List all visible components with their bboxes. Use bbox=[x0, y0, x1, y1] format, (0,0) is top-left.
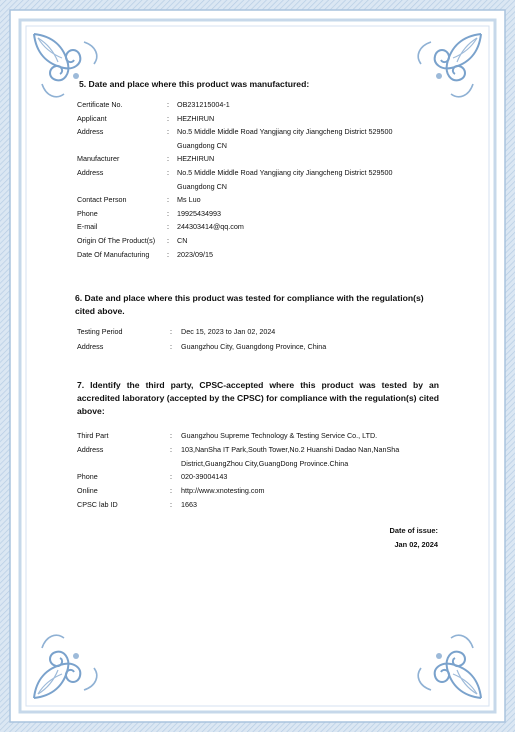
field-value: District,GuangZhou City,GuangDong Province.China bbox=[181, 458, 349, 468]
field-value: No.5 Middle Middle Road Yangjiang city Jiangcheng District 529500 bbox=[177, 168, 393, 177]
field-value: CN bbox=[177, 236, 188, 245]
field-label: Phone bbox=[77, 208, 98, 218]
field-colon: : bbox=[167, 100, 169, 109]
field-label: Certificate No. bbox=[77, 100, 123, 109]
field-label: Date Of Manufacturing bbox=[77, 249, 150, 259]
field-colon: : bbox=[170, 472, 172, 482]
field-value: 103,NanSha IT Park,South Tower,No.2 Huanshi Dadao Nan,NanSha bbox=[181, 444, 400, 454]
field-colon: : bbox=[167, 154, 169, 164]
field-value: Guangdong CN bbox=[177, 140, 227, 150]
field-value: OB231215004-1 bbox=[177, 100, 230, 109]
field-value: 2023/09/15 bbox=[177, 249, 213, 259]
field-value: 19925434993 bbox=[177, 208, 221, 218]
field-colon: : bbox=[170, 486, 172, 496]
field-label: Address bbox=[77, 444, 104, 454]
field-colon: : bbox=[167, 249, 169, 259]
field-label: Phone bbox=[77, 472, 98, 482]
field-label: CPSC lab ID bbox=[77, 500, 118, 509]
section-6-heading bbox=[75, 292, 445, 318]
field-value: Guangzhou City, Guangdong Province, China bbox=[181, 341, 327, 351]
field-label: Contact Person bbox=[77, 195, 127, 205]
date-of-issue bbox=[390, 524, 438, 551]
field-colon: : bbox=[170, 431, 172, 440]
field-value: HEZHIRUN bbox=[177, 113, 215, 123]
field-colon: : bbox=[170, 341, 172, 351]
field-value: No.5 Middle Middle Road Yangjiang city Jiangcheng District 529500 bbox=[177, 127, 393, 137]
field-colon: : bbox=[167, 168, 169, 177]
field-value: 244303414@qq.com bbox=[177, 222, 244, 232]
section-7-heading: 7. Identify the third party, CPSC-accepted where this product was tested by an accredited laboratory (accepted by the CPSC) for compliance with the regulation(s) cited above: bbox=[77, 380, 439, 416]
field-value: Dec 15, 2023 to Jan 02, 2024 bbox=[181, 327, 276, 336]
field-label: Online bbox=[77, 486, 98, 496]
field-colon: : bbox=[167, 222, 169, 232]
field-colon: : bbox=[167, 113, 169, 123]
field-value: Ms Luo bbox=[177, 195, 201, 205]
field-value: Guangzhou Supreme Technology & Testing Service Co., LTD. bbox=[181, 431, 378, 440]
section-6-heading-line-2: cited above. bbox=[75, 306, 125, 316]
section-5-heading: 5. Date and place where this product was manufactured: bbox=[79, 79, 310, 89]
field-colon: : bbox=[170, 444, 172, 454]
field-label: Testing Period bbox=[77, 327, 123, 336]
field-value: http://www.xnotesting.com bbox=[181, 486, 265, 496]
field-colon: : bbox=[170, 327, 172, 336]
field-colon: : bbox=[167, 236, 169, 245]
field-colon: : bbox=[167, 208, 169, 218]
field-label: Address bbox=[77, 168, 104, 177]
field-label: Address bbox=[77, 341, 104, 351]
field-value: 020-39004143 bbox=[181, 472, 228, 482]
field-label: Manufacturer bbox=[77, 154, 120, 164]
field-label: Origin Of The Product(s) bbox=[77, 236, 156, 245]
date-of-issue-label: Date of issue: bbox=[389, 526, 438, 535]
field-label: Address bbox=[77, 127, 104, 137]
field-label: Applicant bbox=[77, 113, 107, 123]
field-value: Guangdong CN bbox=[177, 181, 227, 191]
section-6-heading-line-1: 6. Date and place where this product was tested for compliance with the regulation(s) bbox=[75, 293, 424, 303]
date-of-issue-value: Jan 02, 2024 bbox=[394, 539, 438, 549]
field-colon: : bbox=[167, 195, 169, 205]
field-colon: : bbox=[170, 500, 172, 509]
field-colon: : bbox=[167, 127, 169, 137]
field-value: HEZHIRUN bbox=[177, 154, 215, 164]
field-label: Third Part bbox=[77, 431, 109, 440]
field-label: E-mail bbox=[77, 222, 98, 232]
field-value: 1663 bbox=[181, 500, 197, 509]
